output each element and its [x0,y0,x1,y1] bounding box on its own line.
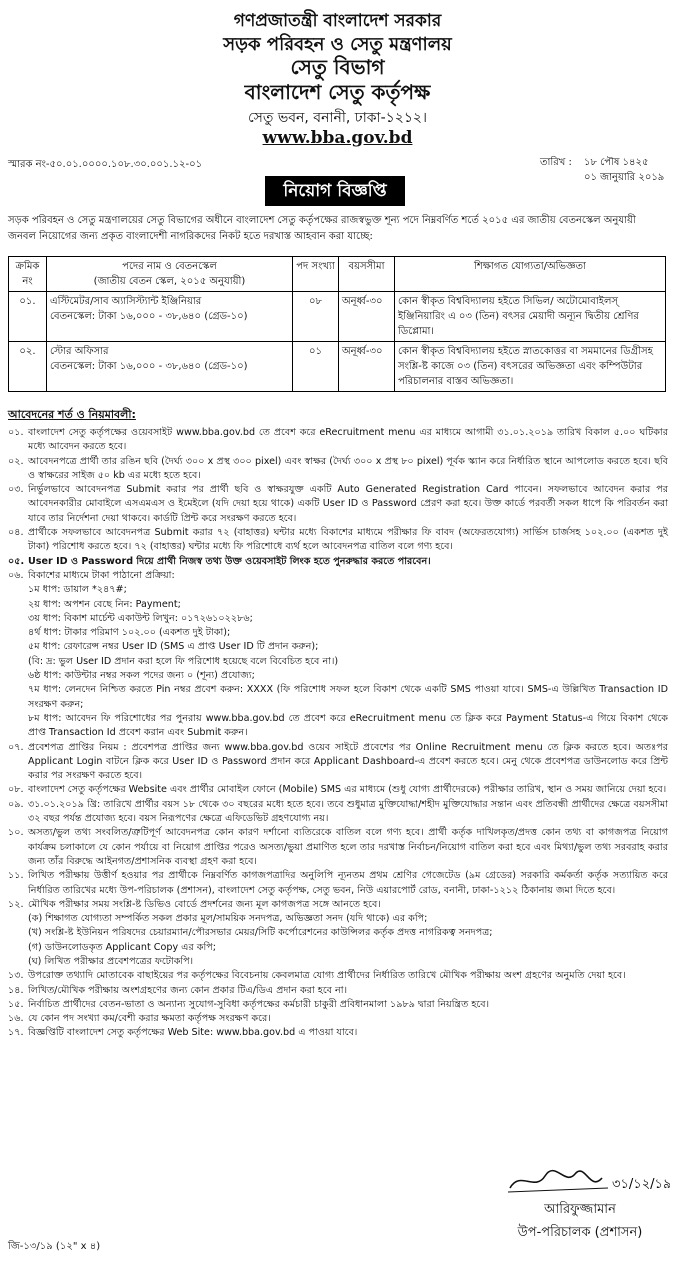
bkash-step-note: (বি: দ্র: ভুল User ID প্রদান করা হলে ফি পরিশোধ হয়েছে বলে বিবেচিত হবে না।) [28,655,339,667]
bkash-step: ২য় ধাপ: অপশন বেছে নিন: Payment; [28,598,181,610]
list-item: ১৪. লিখিত/মৌখিক পরীক্ষায় অংশগ্রহণের জন্য কোন প্রকার টিএ/ডিএ প্রদান করা হবে না। [8,984,347,996]
header-serial: ক্রমিক নং [9,257,47,292]
date-bangla: ১৮ পৌষ ১৪২৫ [584,157,649,168]
list-item: ০৬. বিকাশের মাধ্যমে টাকা পাঠানো প্রক্রিয়া: [8,569,175,581]
bkash-step: ৩য় ধাপ: বিকাশ মার্চেন্ট একাউন্ট লিখুন: ০১৭২৬১০২২৮৬; [28,612,253,624]
table-row [9,342,666,392]
address: সেতু ভবন, বনানী, ঢাকা-১২১২। [247,110,428,126]
row-qualification: কোন স্বীকৃত বিশ্ববিদ্যালয় হইতে সিভিল/ অটোমোবাইলস্ ইঞ্জিনিয়ারিং এ ০৩ (তিন) বৎসর মেয়াদী অন্যূন দ্বিতীয় শ্রেণির ডিপ্লোমা। [395,292,666,342]
signature-date: ৩১/১২/১৯ [612,1177,670,1192]
website-link[interactable]: www.bba.gov.bd [262,128,413,148]
header-post: পদের নাম ও বেতনস্কেল (জাতীয় বেতন স্কেল, ২০১৫ অনুযায়ী) [47,257,293,292]
list-item: ০১. বাংলাদেশ সেতু কর্তৃপক্ষের ওয়েবসাইট www.bba.gov.bd তে প্রবেশ করে eRecruitment menu এর মাধ্যমে আগামী ৩১.০১.২০১৯ তারিখ বিকাল ৫.০০ ঘটিকার মধ্যে আবেদন করতে হবে। [8,427,668,453]
ministry-title: সড়ক পরিবহন ও সেতু মন্ত্রণালয় [223,34,452,55]
table-row [9,292,666,342]
date-english: ০১ জানুয়ারি ২০১৯ [584,172,665,183]
table-header-row [9,257,666,292]
division-title: সেতু বিভাগ [290,55,385,79]
intro-paragraph: সড়ক পরিবহন ও সেতু মন্ত্রণালয়ের সেতু বিভাগের অধীনে বাংলাদেশ সেতু কর্তৃপক্ষের রাজস্বভুক্ত শূন্য পদে নিম্নবর্ণিত শর্তে ২০১৫ এর জাতীয় বেতনস্কেল অনুযায়ী জনবল নিয়োগের জন্য প্রকৃত বাংলাদেশী নাগরিকদের নিকট হতে দরখাস্ত আহবান করা যাচ্ছে: [8,215,636,242]
header-age: বয়সসীমা [339,257,395,292]
memo-number: স্মারক নং-৫০.০১.০০০০.১০৮.৩০.০০১.১২-০১ [8,159,203,170]
list-item: ০৭. প্রবেশপত্র প্রাপ্তির নিয়ম : প্রবেশপত্র প্রাপ্তির জন্য www.bba.gov.bd ওয়েব সাইটে প্রবেশের পর Online Recruitment menu তে ক্লিক করতে হবে। অতঃপর Applicant Login বাটনে ক্লিক করে User ID ও Password প্রদান করে Applicant Dashboard-এ প্রবেশ করতে হবে। মেনু থেকে প্রবেশপত্র ডাউনলোড করে প্রিন্ট করার পর সংরক্ষণ করতে হবে। [8,741,668,782]
signature-scrawl [490,1162,670,1198]
list-item: ১০. অসত্য/ভুল তথ্য সংবলিত/ত্রুটিপূর্ণ আবেদনপত্র কোন কারণ দর্শানো ব্যতিরেকে বাতিল বলে গণ্য হবে। প্রার্থী কর্তৃক দাখিলকৃত/প্রদত্ত কোন তথ্য বা কাগজপত্র নিয়োগ কার্যক্রম চলাকালে যে কোন পর্যায়ে বা নিয়োগ প্রাপ্তির পরেও অসত্য/ভুয়া প্রমাণিত হলে তার দরখাস্ত নির্বাচন/নিয়োগ বাতিল করা হবে এবং মিথ্যা/ভুল তথ্য সরবরাহ করার জন্য তাঁর বিরুদ্ধে আইনগত/প্রশাসনিক ব্যবস্থা গ্রহণ করা হবে। [8,827,668,867]
document-item: (গ) ডাউনলোডকৃত Applicant Copy এর কপি; [28,941,217,953]
row-qualification: কোন স্বীকৃত বিশ্ববিদ্যালয় হইতে স্নাতকোত্তর বা সমমানের ডিগ্রীসহ সংশ্লি-ষ্ট কাজে ০৩ (তিন) বৎসরের অভিজ্ঞতা এবং কম্পিউটার পরিচালনার বাস্তব অভিজ্ঞতা। [395,342,666,392]
posts-table [8,256,666,392]
date-block [540,155,664,185]
header-count: পদ সংখ্যা [293,257,339,292]
date-label: তারিখ : [540,157,572,168]
authority-title: বাংলাদেশ সেতু কর্তৃপক্ষ [244,80,431,104]
row-post: এস্টিমেটর/সাব অ্যাসিস্ট্যান্ট ইঞ্জিনিয়ার বেতনস্কেল: টাকা ১৬,০০০ - ৩৮,৬৪০ (গ্রেড-১০) [47,292,293,342]
signature-block [490,1162,670,1244]
bkash-step: ৫ম ধাপ: রেফারেন্স নম্বর User ID (SMS এ প্রাপ্ত User ID টি প্রদান করুন); [28,641,319,653]
document-item: (ক) শিক্ষাগত যোগ্যতা সম্পর্কিত সকল প্রকার মূল/সাময়িক সনদপত্র, অভিজ্ঞতা সনদ (যদি থাকে) এর কপি; [28,913,428,925]
signatory-designation: উপ-পরিচালক (প্রশাসন) [517,1225,643,1240]
row-serial: ০১. [9,292,47,342]
footer-reference: জি-১৩/১৯ (১২" x ৪) [8,1241,101,1252]
row-count: ০১ [293,342,339,392]
bkash-step: ৬ষ্ঠ ধাপ: কাউন্টার নম্বর সকল পদের জন্য ০ (শূন্য) প্রযোজ্য; [28,670,255,682]
header-qualification: শিক্ষাগত যোগ্যতা/অভিজ্ঞতা [395,257,666,292]
list-item: ১২. মৌখিক পরীক্ষার সময় সংশ্লি-ষ্ট ডিভিও বোর্ডে প্রদর্শনের জন্য মূল কাগজপত্র সঙ্গে আনতে হবে। [8,898,381,910]
notice-title: নিয়োগ বিজ্ঞপ্তি [265,176,405,206]
row-post: স্টোর অফিসার বেতনস্কেল: টাকা ১৬,০০০ - ৩৮,৬৪০ (গ্রেড-১০) [47,342,293,392]
conditions-list [8,426,668,1041]
row-count: ০৮ [293,292,339,342]
bkash-step: ৪র্থ ধাপ: টাকার পরিমাণ ১০২.০০ (একশত দুই টাকা); [28,627,231,639]
list-item: ১৬. যে কোন পদ সংখ্যা কম/বেশী করার ক্ষমতা কর্তৃপক্ষ সংরক্ষণ করে। [8,1013,271,1025]
list-item: ০৫. User ID ও Password দিয়ে প্রার্থী নিজস্ব তথ্য উক্ত ওয়েবসাইট লিংক হতে পুনরুদ্ধার করতে পারবেন। [8,555,431,567]
document-item: (ঘ) লিখিত পরীক্ষার প্রবেশপত্রের ফটোকপি। [28,955,194,967]
row-age: অনূর্ধ্ব-৩০ [339,342,395,392]
list-item: ১১. লিখিত পরীক্ষায় উত্তীর্ণ হওয়ার পর প্রার্থীকে নিম্নবর্ণিত কাগজপত্রাদির অনুলিপি ন্যূনতম প্রথম শ্রেণির গেজেটেড (৯ম গ্রেডের) সরকারি কর্মকর্তা কর্তৃক সত্যায়িত করে নির্ধারিত তারিখের মধ্যে উপ-পরিচালক (প্রশাসন), বাংলাদেশ সেতু কর্তৃপক্ষ, সেতু ভবন, নিউ এয়ারপোর্ট রোড, বনানী, ঢাকা-১২১২ ঠিকানায় জমা দিতে হবে। [8,870,668,896]
bkash-step: ৭ম ধাপ: লেনদেন নিশ্চিত করতে Pin নম্বর প্রবেশ করুন: XXXX (ফি পরিশোধ সফল হলে বিকাশ থেকে একটি SMS পাওয়া যাবে। SMS-এ উল্লিখিত Transaction ID সংরক্ষণ করুন; [28,684,668,710]
list-item: ০৪. প্রার্থীকে সফলভাবে আবেদনপত্র Submit করার ৭২ (বাহাত্তর) ঘন্টার মধ্যে বিকাশের মাধ্যমে পরীক্ষার ফি বাবদ (অফেরতযোগ্য) সার্ভিস চার্জসহ ১০২.০০ (একশত দুই টাকা) পরিশোধ করতে হবে। ৭২ (বাহাত্তর) ঘন্টার মধ্যে ফি পরিশোধে ব্যর্থ হলে আবেদনপত্র বাতিল বলে গণ্য হবে। [8,527,668,553]
row-age: অনূর্ধ্ব-৩০ [339,292,395,342]
document-list [8,912,668,969]
list-item: ০৩. নির্ভুলভাবে আবেদনপত্র Submit করার পর প্রার্থী ছবি ও স্বাক্ষরযুক্ত একটি Auto Generated Registration Card পাবেন। সফলভাবে আবেদন করার পর আবেদনকারীর মোবাইলে এসএমএস ও ইমেইলে (যদি দেয়া হয়ে থাকে) একটি User ID ও Password প্রেরণ করা হবে। উক্ত কার্ডে পরবর্তী সকল ধাপে কি পরিবর্তন করা যাবে তার নির্দেশনা দেয়া থাকবে। কার্ডটি প্রিন্ট করে সংরক্ষণ করতে হবে। [8,484,668,524]
bkash-steps [8,583,668,740]
bkash-step: ৮ম ধাপ: আবেদন ফি পরিশোধের পর পুনরায় www.bba.gov.bd তে প্রবেশ করে eRecruitment menu তে ক্লিক করে Payment Status-এ গিয়ে বিকাশ থেকে প্রাপ্ত Transaction Id প্রবেশ করান এবং Submit করুন। [28,712,668,739]
list-item: ০৮. বাংলাদেশ সেতু কর্তৃপক্ষের Website এবং প্রার্থীর মোবাইল ফোনে (Mobile) SMS এর মাধ্যমে (শুধু যোগ্য প্রার্থীদেরকে) পরীক্ষার তারিখ, স্থান ও সময় জানিয়ে দেয়া হবে। [8,784,667,796]
conditions-heading: আবেদনের শর্ত ও নিয়মাবলী: [8,408,136,421]
list-item: ১৫. নির্বাচিত প্রার্থীদের বেতন-ভাতা ও অন্যান্য সুযোগ-সুবিধা কর্তৃপক্ষের কর্মচারী চাকুরী প্রবিধানমালা ১৯৮৯ দ্বারা নিয়ন্ত্রিত হবে। [8,998,490,1010]
list-item: ১৭. বিজ্ঞপ্তিটি বাংলাদেশ সেতু কর্তৃপক্ষের Web Site: www.bba.gov.bd এ পাওয়া যাবে। [8,1027,358,1039]
signatory-name: আরিফুজ্জামান [544,1202,616,1217]
document-item: (খ) সংশ্লি-ষ্ট ইউনিয়ন পরিষদের চেয়ারম্যান/পৌরসভার মেয়র/সিটি কর্পোরেশনের কাউন্সিলর কর্তৃক প্রদত্ত নাগরিকত্ব সনদপত্র; [28,927,493,939]
list-item: ০২. আবেদনপত্রে প্রার্থী তার রঙিন ছবি (দৈর্ঘ্য ৩০০ x প্রস্থ ৩০০ pixel) এবং স্বাক্ষর (দৈর্ঘ্য ৩০০ x প্রস্থ ৮০ pixel) পূর্বক স্ক্যান করে নির্ধারিত স্থানে আপলোড করতে হবে। ছবি ও স্বাক্ষরের সাইজ ৫০ kb এর মধ্যে হতে হবে। [8,455,668,481]
list-item: ১৩. উপরোক্ত তথ্যাদি মোতাবেক বাছাইয়ের পর কর্তৃপক্ষের বিবেচনায় কেবলমাত্র যোগ্য প্রার্থীদের নির্ধারিত তারিখে মৌখিক পরীক্ষায় অংশ গ্রহণের অনুমতি দেয়া হবে। [8,970,626,982]
govt-title: গণপ্রজাতন্ত্রী বাংলাদেশ সরকার [233,11,442,31]
bkash-step: ১ম ধাপ: ডায়াল *২৪৭#; [28,584,127,596]
list-item: ০৯. ৩১.০১.২০১৯ খ্রি: তারিখে প্রার্থীর বয়স ১৮ থেকে ৩০ বছরের মধ্যে হতে হবে। তবে শুধুমাত্র মুক্তিযোদ্ধা/শহীদ মুক্তিযোদ্ধার সন্তান এবং প্রতিবন্ধী প্রার্থীদের ক্ষেত্রে বয়সসীমা ৩২ বছর পর্যন্ত প্রযোজ্য হবে। বয়স নিরূপণের ক্ষেত্রে এফিডেভিট গ্রহণযোগ্য নয়। [8,798,668,825]
row-serial: ০২. [9,342,47,392]
